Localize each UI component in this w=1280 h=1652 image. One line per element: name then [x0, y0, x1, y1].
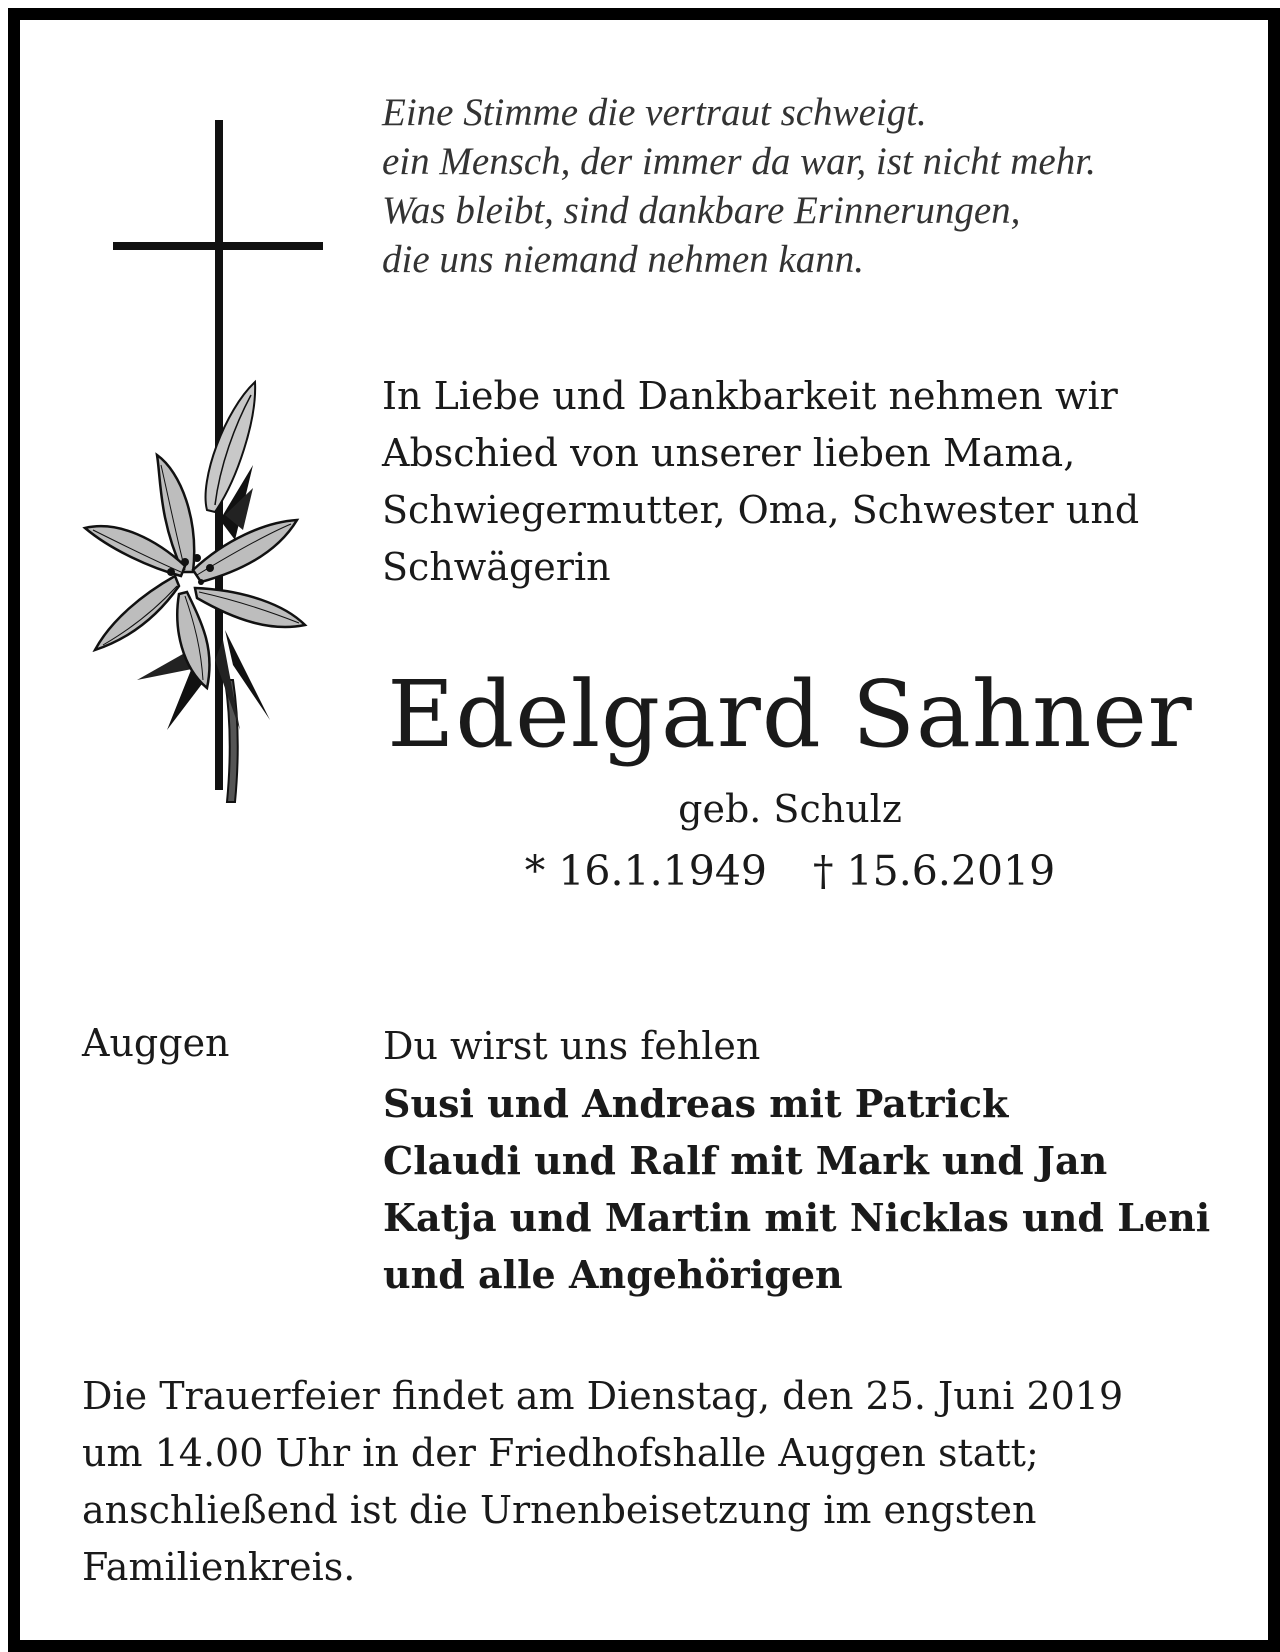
intro-line: In Liebe und Dankbarkeit nehmen wir — [382, 374, 1118, 418]
mourner-line: Katja und Martin mit Nicklas und Leni — [383, 1195, 1211, 1240]
quote-line: die uns niemand nehmen kann. — [382, 238, 864, 281]
quote-line: Was bleibt, sind dankbare Erinnerungen, — [382, 189, 1021, 232]
birth-date: * 16.1.1949 — [524, 847, 767, 895]
death-date: † 15.6.2019 — [813, 847, 1056, 895]
farewell-line: Du wirst uns fehlen — [383, 1024, 761, 1068]
deceased-name: Edelgard Sahner — [387, 661, 1193, 768]
mourner-line: Susi und Andreas mit Patrick — [383, 1081, 1009, 1126]
obituary-notice — [8, 8, 1280, 1652]
intro-line: Schwiegermutter, Oma, Schwester und — [382, 488, 1140, 532]
quote-line: Eine Stimme die vertraut schweigt. — [382, 91, 927, 134]
intro-line: Abschied von unserer lieben Mama, — [382, 431, 1076, 475]
funeral-line: Die Trauerfeier findet am Dienstag, den 25. Juni 2019 — [82, 1374, 1124, 1418]
mourner-line: Claudi und Ralf mit Mark und Jan — [383, 1138, 1108, 1183]
memorial-quote — [382, 88, 1222, 284]
place-name: Auggen — [82, 1021, 230, 1065]
quote-line: ein Mensch, der immer da war, ist nicht mehr. — [382, 140, 1096, 183]
cross-with-lily-icon — [75, 120, 325, 850]
life-dates — [350, 844, 1230, 898]
funeral-line: um 14.00 Uhr in der Friedhofshalle Auggen statt; — [82, 1431, 1039, 1475]
funeral-details — [82, 1368, 1242, 1596]
funeral-line: Familienkreis. — [82, 1545, 356, 1589]
funeral-line: anschließend ist die Urnenbeisetzung im engsten — [82, 1488, 1037, 1532]
farewell-intro — [382, 368, 1222, 596]
maiden-name: geb. Schulz — [678, 787, 902, 831]
mourners-block — [383, 1018, 1243, 1303]
intro-line: Schwägerin — [382, 545, 611, 589]
mourner-line: und alle Angehörigen — [383, 1252, 843, 1297]
